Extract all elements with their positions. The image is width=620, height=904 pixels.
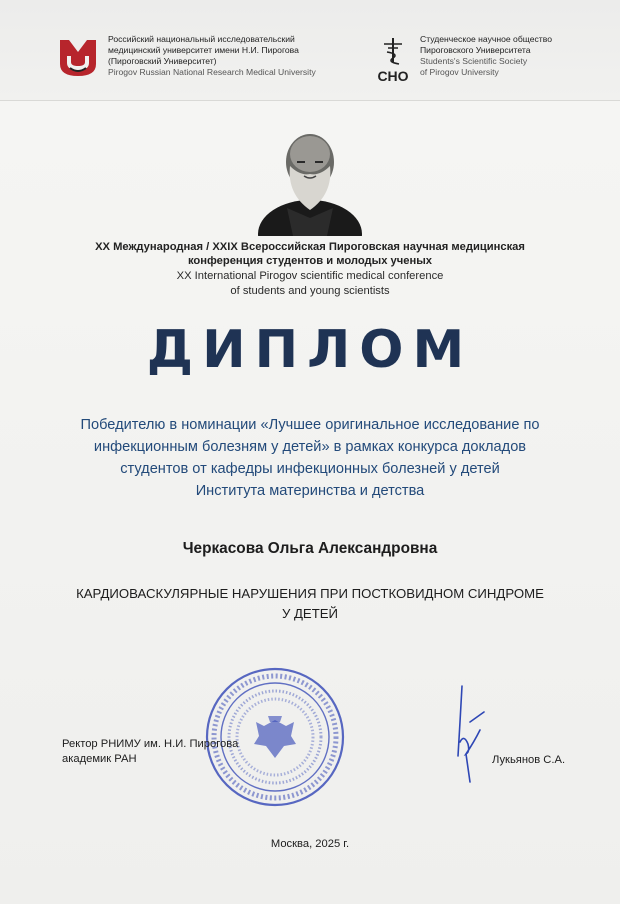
header-band bbox=[0, 0, 620, 101]
rector-signature bbox=[440, 682, 500, 790]
society-name-ru-1: Студенческое научное общество bbox=[420, 34, 552, 44]
university-logo-icon bbox=[56, 34, 100, 78]
rector-caption bbox=[62, 737, 262, 767]
society-name bbox=[420, 34, 590, 78]
nomination-line-4: Института материнства и детства bbox=[195, 483, 425, 499]
city-year: Москва, 2025 г. bbox=[270, 838, 350, 850]
diploma-title: ДИПЛОМ bbox=[146, 320, 474, 380]
nomination-text bbox=[60, 414, 560, 502]
society-logo-icon bbox=[370, 36, 416, 84]
winner-name: Черкасова Ольга Александровна bbox=[182, 540, 438, 557]
nomination-line-1: Победителю в номинации «Лучшее оригинальное исследование по bbox=[80, 417, 540, 433]
rector-rank: академик РАН bbox=[62, 753, 137, 765]
university-name-en: Pirogov Russian National Research Medical University bbox=[108, 67, 316, 77]
pirogov-portrait bbox=[257, 118, 363, 236]
conference-en-2: of students and young scientists bbox=[230, 285, 390, 297]
university-name bbox=[108, 34, 338, 78]
topic-line-1: КАРДИОВАСКУЛЯРНЫЕ НАРУШЕНИЯ ПРИ ПОСТКОВИДНОМ СИНДРОМЕ bbox=[76, 586, 544, 601]
signer-name: Лукьянов С.А. bbox=[492, 754, 566, 766]
conference-info bbox=[40, 240, 580, 298]
society-logo-text: СНО bbox=[377, 68, 409, 84]
conference-ru-1: XX Международная / XXIX Всероссийская Пироговская научная медицинская bbox=[95, 241, 525, 253]
society-name-en-2: of Pirogov University bbox=[420, 67, 499, 77]
society-name-ru-2: Пироговского Университета bbox=[420, 45, 531, 55]
nomination-line-2: инфекционным болезням у детей» в рамках конкурса докладов bbox=[93, 439, 527, 455]
topic-line-2: У ДЕТЕЙ bbox=[281, 606, 339, 621]
conference-en-1: XX International Pirogov scientific medical conference bbox=[176, 270, 444, 282]
university-name-ru-2: медицинский университет имени Н.И. Пирогова bbox=[108, 45, 299, 55]
conference-ru-2: конференция студентов и молодых ученых bbox=[187, 255, 433, 267]
rector-title: Ректор РНИМУ им. Н.И. Пирогова bbox=[62, 738, 239, 750]
nomination-line-3: студентов от кафедры инфекционных болезней у детей bbox=[120, 461, 500, 477]
university-name-ru-3: (Пироговский Университет) bbox=[108, 56, 217, 66]
university-name-ru-1: Российский национальный исследовательский bbox=[108, 34, 295, 44]
society-name-en-1: Students's Scientific Society bbox=[420, 56, 528, 66]
report-topic bbox=[60, 584, 560, 624]
